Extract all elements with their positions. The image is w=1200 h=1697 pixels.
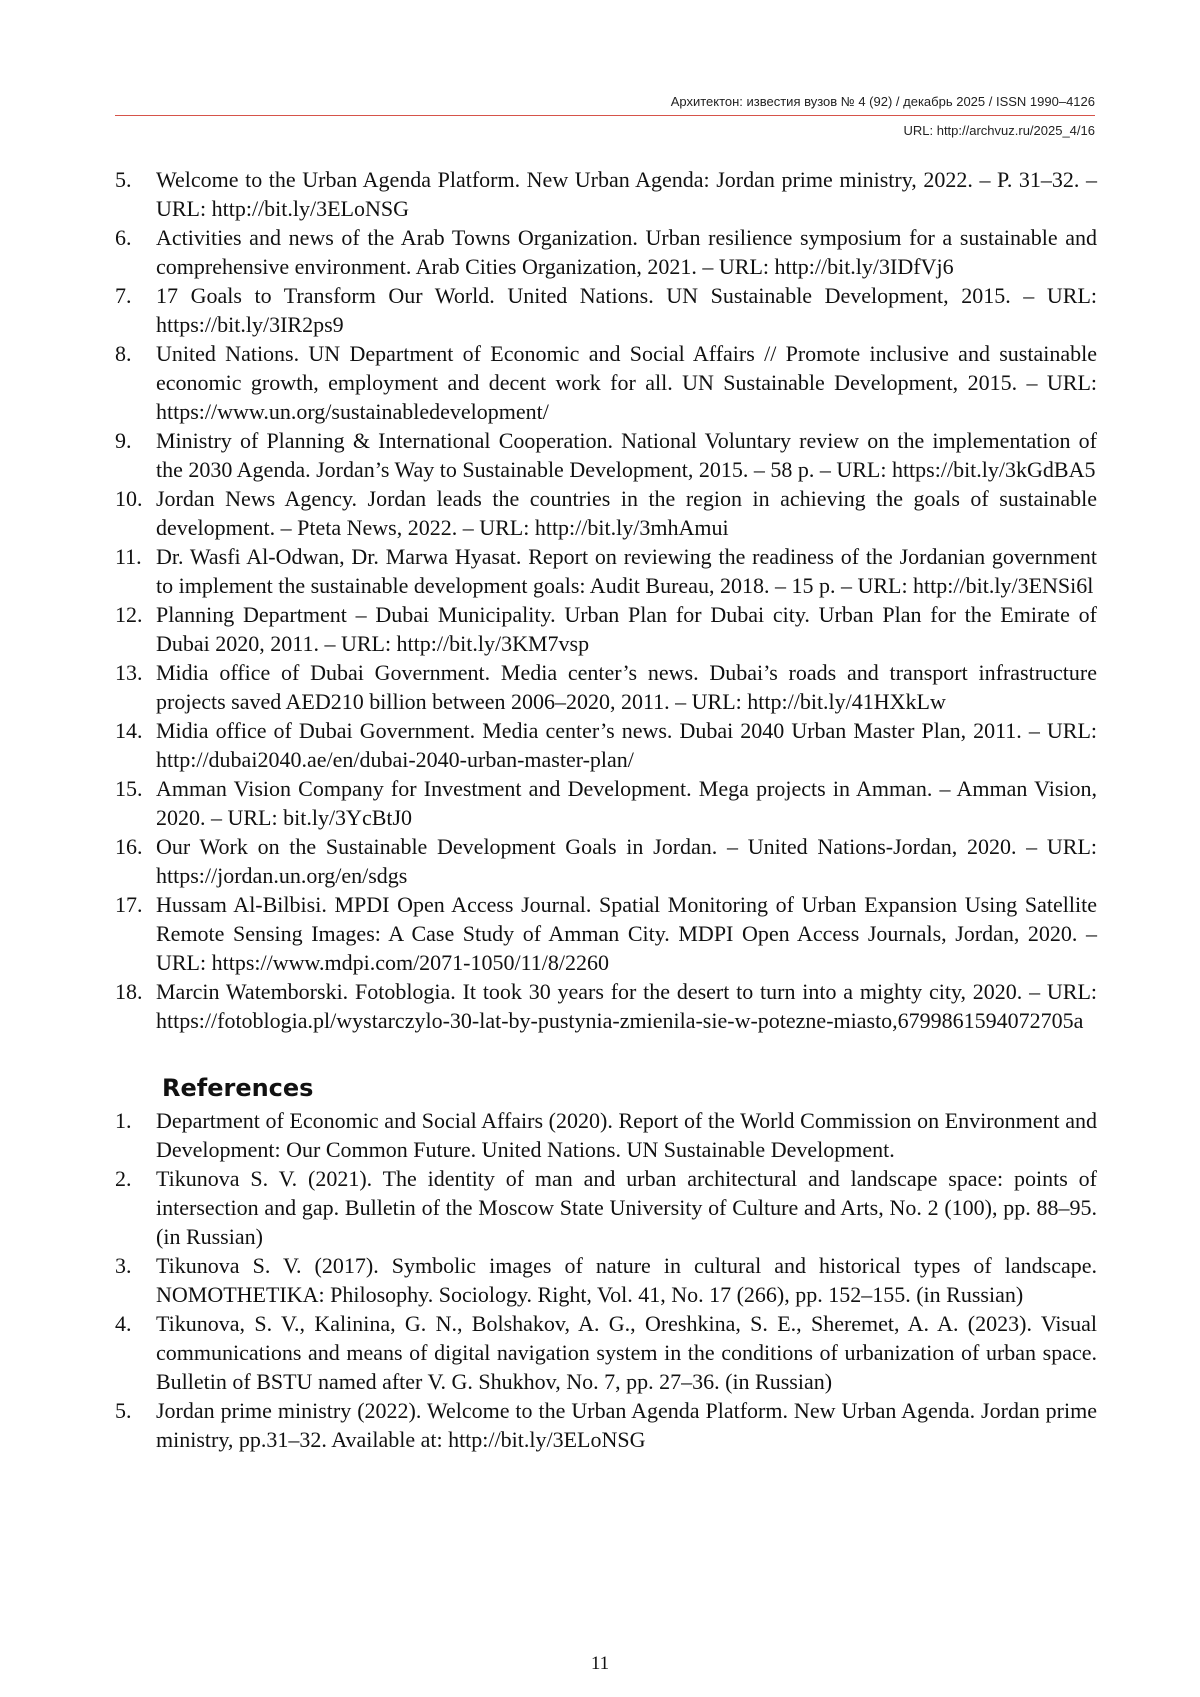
reference-text: Department of Economic and Social Affairs (2020). Report of the World Commission on Environment and Development: Our Common Future. United Nations. UN Sustainable Development.: [156, 1108, 1097, 1162]
reference-number: 8.: [115, 341, 132, 366]
reference-item: [115, 542, 1097, 600]
reference-number: 7.: [115, 283, 132, 308]
reference-number: 10.: [115, 486, 143, 511]
running-header: [115, 94, 1095, 139]
reference-text: Midia office of Dubai Government. Media center’s news. Dubai 2040 Urban Master Plan, 2011. – URL: http://dubai2040.ae/en/dubai-2040-urban-master-plan/: [156, 718, 1097, 772]
reference-item: [115, 339, 1097, 426]
reference-number: 9.: [115, 428, 132, 453]
reference-number: 14.: [115, 718, 143, 743]
references-heading: References: [162, 1074, 314, 1102]
page-number: 11: [590, 1653, 610, 1674]
references-list: [115, 1106, 1097, 1454]
reference-item: [115, 600, 1097, 658]
reference-item: [115, 426, 1097, 484]
reference-text: Jordan prime ministry (2022). Welcome to the Urban Agenda Platform. New Urban Agenda. Jordan prime ministry, pp.31–32. Available at: http://bit.ly/3ELoNSG: [156, 1398, 1097, 1452]
reference-text: Hussam Al-Bilbisi. MPDI Open Access Journal. Spatial Monitoring of Urban Expansion Using Satellite Remote Sensing Images: A Case Study of Amman City. MDPI Open Access Journals, Jordan, 2020. – URL: https://www.mdpi.com/2071-1050/11/8/2260: [156, 892, 1097, 975]
reference-item: [115, 890, 1097, 977]
page-content: [115, 165, 1097, 1454]
reference-item: [115, 223, 1097, 281]
reference-number: 4.: [115, 1311, 132, 1336]
reference-number: 3.: [115, 1253, 132, 1278]
reference-number: 15.: [115, 776, 143, 801]
reference-item: [115, 281, 1097, 339]
reference-number: 5.: [115, 1398, 132, 1423]
article-url: URL: http://archvuz.ru/2025_4/16: [903, 123, 1095, 138]
reference-number: 17.: [115, 892, 143, 917]
reference-text: Tikunova S. V. (2017). Symbolic images of nature in cultural and historical types of landscape. NOMOTHETIKA: Philosophy. Sociology. Right, Vol. 41, No. 17 (266), pp. 152–155. (in Russian): [156, 1253, 1097, 1307]
reference-number: 1.: [115, 1108, 132, 1133]
reference-item: [115, 832, 1097, 890]
reference-item: [115, 774, 1097, 832]
reference-text: Tikunova S. V. (2021). The identity of man and urban architectural and landscape space: points of intersection and gap. Bulletin of the Moscow State University of Culture and Arts, No. 2 (100), pp. 88–95. (in Russian): [156, 1166, 1097, 1249]
reference-item: [115, 977, 1097, 1035]
reference-text: Tikunova, S. V., Kalinina, G. N., Bolshakov, A. G., Oreshkina, S. E., Sheremet, A. A. (2023). Visual communications and means of digital navigation system in the conditions of urbanization of urban space. Bulletin of BSTU named after V. G. Shukhov, No. 7, pp. 27–36. (in Russian): [156, 1311, 1097, 1394]
reference-item: [115, 1396, 1097, 1454]
reference-number: 16.: [115, 834, 143, 859]
reference-text: Ministry of Planning & International Cooperation. National Voluntary review on the implementation of the 2030 Agenda. Jordan’s Way to Sustainable Development, 2015. – 58 p. – URL: https://bit.ly/3kGdBA5: [156, 428, 1097, 482]
reference-text: Amman Vision Company for Investment and Development. Mega projects in Amman. – Amman Vision, 2020. – URL: bit.ly/3YcBtJ0: [156, 776, 1097, 830]
reference-item: [115, 1251, 1097, 1309]
reference-text: Jordan News Agency. Jordan leads the countries in the region in achieving the goals of sustainable development. – Pteta News, 2022. – URL: http://bit.ly/3mhAmui: [156, 486, 1097, 540]
reference-text: Our Work on the Sustainable Development Goals in Jordan. – United Nations-Jordan, 2020. – URL: https://jordan.un.org/en/sdgs: [156, 834, 1097, 888]
reference-number: 13.: [115, 660, 143, 685]
reference-item: [115, 658, 1097, 716]
reference-item: [115, 1164, 1097, 1251]
reference-item: [115, 1106, 1097, 1164]
reference-text: Welcome to the Urban Agenda Platform. New Urban Agenda: Jordan prime ministry, 2022. – P. 31–32. – URL: http://bit.ly/3ELoNSG: [156, 167, 1097, 221]
reference-text: Marcin Watemborski. Fotoblogia. It took 30 years for the desert to turn into a mighty city, 2020. – URL: https://fotoblogia.pl/wystarczylo-30-lat-by-pustynia-zmienila-sie-w-potezne-miasto,6799861594072705a: [156, 979, 1097, 1033]
reference-text: Dr. Wasfi Al-Odwan, Dr. Marwa Hyasat. Report on reviewing the readiness of the Jordanian government to implement the sustainable development goals: Audit Bureau, 2018. – 15 p. – URL: http://bit.ly/3ENSi6l: [156, 544, 1097, 598]
reference-number: 11.: [115, 544, 142, 569]
reference-text: 17 Goals to Transform Our World. United Nations. UN Sustainable Development, 2015. – URL: https://bit.ly/3IR2ps9: [156, 283, 1097, 337]
reference-text: Midia office of Dubai Government. Media center’s news. Dubai’s roads and transport infrastructure projects saved AED210 billion between 2006–2020, 2011. – URL: http://bit.ly/41HXkLw: [156, 660, 1097, 714]
reference-item: [115, 484, 1097, 542]
reference-text: Activities and news of the Arab Towns Organization. Urban resilience symposium for a sustainable and comprehensive environment. Arab Cities Organization, 2021. – URL: http://bit.ly/3IDfVj6: [156, 225, 1097, 279]
reference-number: 2.: [115, 1166, 132, 1191]
reference-number: 6.: [115, 225, 132, 250]
journal-citation: Архитектон: известия вузов № 4 (92) / декабрь 2025 / ISSN 1990–4126: [670, 94, 1095, 109]
reference-text: United Nations. UN Department of Economic and Social Affairs // Promote inclusive and sustainable economic growth, employment and decent work for all. UN Sustainable Development, 2015. – URL: https://www.un.org/sustainabledevelopment/: [156, 341, 1097, 424]
reference-number: 18.: [115, 979, 143, 1004]
sources-list: [115, 165, 1097, 1035]
reference-text: Planning Department – Dubai Municipality. Urban Plan for Dubai city. Urban Plan for the Emirate of Dubai 2020, 2011. – URL: http://bit.ly/3KM7vsp: [156, 602, 1097, 656]
reference-item: [115, 165, 1097, 223]
reference-number: 5.: [115, 167, 132, 192]
reference-number: 12.: [115, 602, 143, 627]
reference-item: [115, 1309, 1097, 1396]
reference-item: [115, 716, 1097, 774]
